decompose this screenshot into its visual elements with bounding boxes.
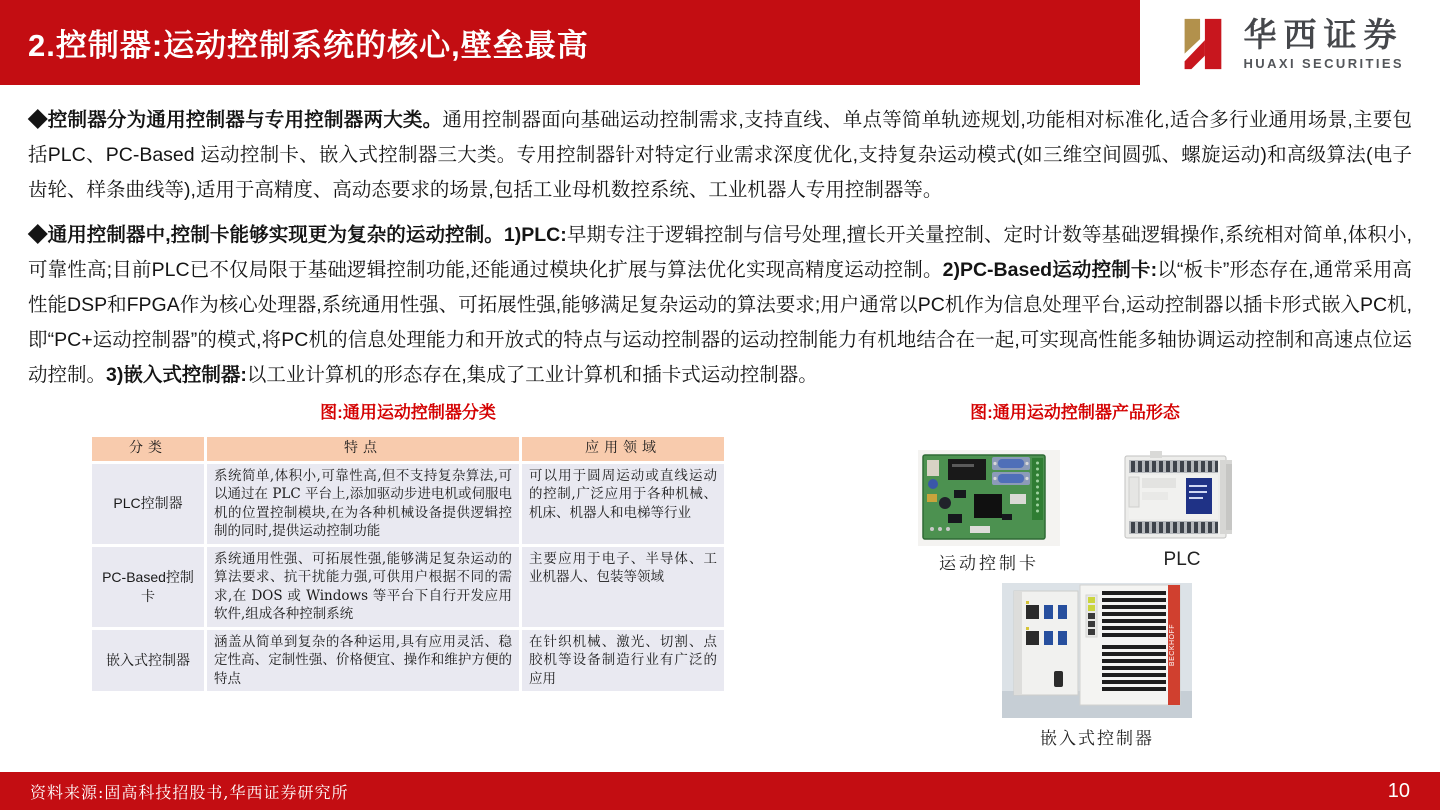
embedded-controller-label: 嵌入式控制器 xyxy=(1040,729,1154,749)
paragraph-text: 以工业计算机的形态存在,集成了工业计算机和插卡式运动控制器。 xyxy=(246,364,818,386)
bold-embedded: 3)嵌入式控制器: xyxy=(106,364,247,386)
table-row-pcbased-features: 系统通用性强、可拓展性强,能够满足复杂运动的算法要求、抗干扰能力强,可供用户根据不同的需求,在 DOS 或 Windows 等平台下自行开发应用软件,组成各种控制系统 xyxy=(207,547,519,627)
table-row-plc-applications: 可以用于圆周运动或直线运动的控制,广泛应用于各种机械、机床、机器人和电梯等行业 xyxy=(522,464,724,544)
table-row-embedded-category: 嵌入式控制器 xyxy=(92,630,204,692)
huaxi-logo xyxy=(1173,12,1404,76)
table-row-pcbased-category: PC-Based控制卡 xyxy=(92,547,204,627)
source-note: 资料来源:固高科技招股书,华西证券研究所 xyxy=(30,782,349,802)
motion-control-card-label: 运动控制卡 xyxy=(939,554,1039,574)
plc-label: PLC xyxy=(1163,549,1201,570)
table-row-plc-category: PLC控制器 xyxy=(92,464,204,544)
paragraph-controller-types xyxy=(28,103,1412,208)
title-banner xyxy=(0,0,1140,85)
plc-image xyxy=(1122,450,1242,546)
embedded-controller-image xyxy=(1002,583,1192,718)
body-text xyxy=(28,93,1412,393)
paragraph-text: 以“板卡”形态存在,通常采用高性能DSP和FPGA作为核心处理器,系统通用性强、可拓展性强,能够满足复杂运动的算法要求;用户通常以PC机作为信息处理平台,运动控制器以插卡形式嵌入PC机,即“PC+运动控制器”的模式,将PC机的信息处理能力和开放式的特点与运动控制器的运动控制能力有机地结合在一起,可实现高性能多轴协调运动控制和高速点位运动控制。 xyxy=(28,259,1412,386)
huaxi-logo-icon xyxy=(1173,12,1231,76)
bold-pc-based: 2)PC-Based运动控制卡: xyxy=(942,259,1158,281)
bold-lead: ◆通用控制器中,控制卡能够实现更为复杂的运动控制。1)PLC: xyxy=(28,224,567,246)
table-row-pcbased-applications: 主要应用于电子、半导体、工业机器人、包装等领域 xyxy=(522,547,724,627)
table-row-plc-features: 系统简单,体积小,可靠性高,但不支持复杂算法,可以通过在 PLC 平台上,添加驱动步进电机或伺服电机的位置控制模块,在为各种机械设备提供逻辑控制的同时,提供运动控制功能 xyxy=(207,464,519,544)
column-header-category: 分类 xyxy=(92,437,204,461)
controller-classification-table xyxy=(92,437,724,691)
page-title: 2.控制器:运动控制系统的核心,壁垒最高 xyxy=(28,28,589,63)
table-row-embedded-applications: 在针织机械、激光、切割、点胶机等设备制造行业有广泛的应用 xyxy=(522,630,724,692)
logo-name-cn: 华西证券 xyxy=(1243,15,1404,53)
figure-caption-classification: 图:通用运动控制器分类 xyxy=(320,403,496,422)
table-row-embedded-features: 涵盖从简单到复杂的各种运用,具有应用灵活、稳定性高、定制性强、价格便宜、操作和维护方便的特点 xyxy=(207,630,519,692)
bold-lead: ◆控制器分为通用控制器与专用控制器两大类。 xyxy=(28,109,443,131)
page-number: 10 xyxy=(1387,779,1410,802)
column-header-applications: 应用领域 xyxy=(522,437,724,461)
column-header-features: 特点 xyxy=(207,437,519,461)
beckhoff-brand-text: BECKHOFF xyxy=(1169,623,1176,667)
motion-control-card-image xyxy=(918,450,1060,546)
paragraph-text: 早期专注于逻辑控制与信号处理,擅长开关量控制、定时计数等基础逻辑操作,系统相对简单,体积小,可靠性高;目前PLC已不仅局限于基础逻辑控制功能,还能通过模块化扩展与算法优化实现高精度运动控制。 xyxy=(28,224,1412,281)
paragraph-general-controllers xyxy=(28,218,1412,393)
footer-bar xyxy=(0,772,1440,810)
paragraph-text: 通用控制器面向基础运动控制需求,支持直线、单点等简单轨迹规划,功能相对标准化,适合多行业通用场景,主要包括PLC、PC-Based 运动控制卡、嵌入式控制器三大类。专用控制器针对特定行业需求深度优化,支持复杂运动模式(如三维空间圆弧、螺旋运动)和高级算法(电子齿轮、样条曲线等),适用于高精度、高动态要求的场景,包括工业母机数控系统、工业机器人专用控制器等。 xyxy=(28,109,1412,201)
logo-name-en: HUAXI SECURITIES xyxy=(1243,56,1404,72)
huaxi-logo-text xyxy=(1244,17,1404,71)
figure-caption-product-forms: 图:通用运动控制器产品形态 xyxy=(970,403,1180,422)
